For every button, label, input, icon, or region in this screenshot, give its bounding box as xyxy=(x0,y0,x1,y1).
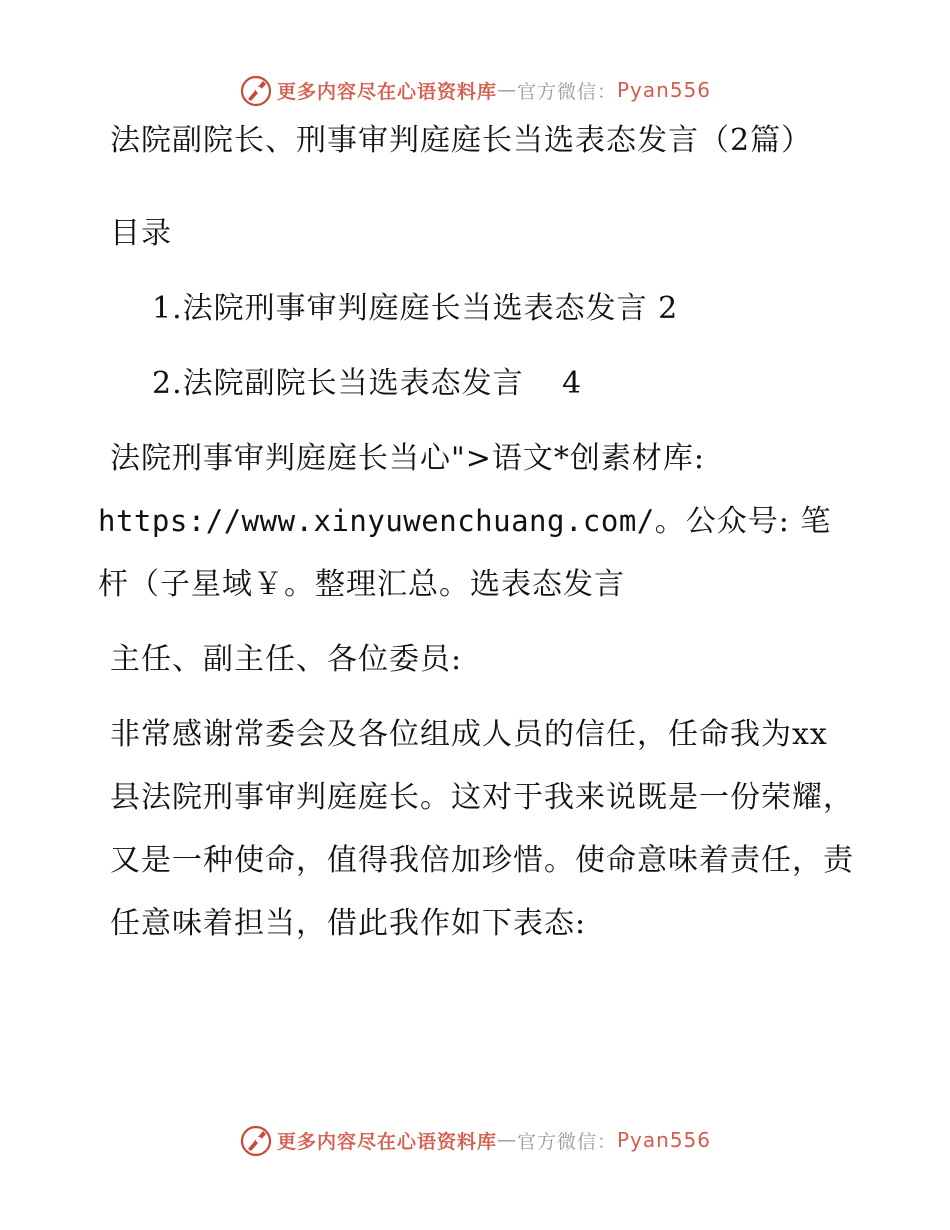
banner-label: 官方微信： xyxy=(516,1130,617,1153)
banner-slogan: 更多内容尽在心语资料库 xyxy=(276,1130,497,1153)
toc-item[interactable] xyxy=(98,277,858,340)
intro-block xyxy=(98,427,858,616)
banner-slogan: 更多内容尽在心语资料库 xyxy=(276,80,497,103)
banner-label: 官方微信： xyxy=(516,80,617,103)
intro-line: 法院刑事审判庭庭长当心">语文*创素材库: xyxy=(110,441,706,476)
quill-logo-icon xyxy=(239,73,273,107)
header-banner xyxy=(0,70,950,110)
intro-line: 。公众号: 笔 xyxy=(654,504,832,539)
document-title: 法院副院长、刑事审判庭庭长当选表态发言（2篇） xyxy=(110,123,813,158)
footer-banner xyxy=(0,1120,950,1160)
body-paragraph: 非常感谢常委会及各位组成人员的信任，任命我为xx县法院刑事审判庭庭长。这对于我来说既是一份荣耀，又是一种使命，值得我倍加珍惜。使命意味着责任，责任意味着担当，借此我作如下表态: xyxy=(110,717,854,941)
toc-item-label: 2.法院副院长当选表态发言 xyxy=(152,366,524,401)
toc-item-page: 2 xyxy=(658,291,679,326)
salutation: 主任、副主任、各位委员: xyxy=(110,642,463,677)
banner-wechat-id: Pyan556 xyxy=(617,78,712,102)
quill-logo-icon xyxy=(239,1123,273,1157)
banner-dash: — xyxy=(496,1129,517,1151)
intro-line: 杆（子星域￥。整理汇总。选表态发言 xyxy=(98,567,625,602)
toc-item[interactable] xyxy=(98,352,858,415)
toc-heading: 目录 xyxy=(110,216,172,251)
toc-item-label: 1.法院刑事审判庭庭长当选表态发言 xyxy=(152,291,648,326)
banner-wechat-id: Pyan556 xyxy=(617,1128,712,1152)
banner-dash: — xyxy=(496,79,517,101)
toc-item-page: 4 xyxy=(562,366,583,401)
document-body xyxy=(98,118,858,955)
site-link[interactable]: https://www.xinyuwenchuang.com/ xyxy=(98,504,655,538)
